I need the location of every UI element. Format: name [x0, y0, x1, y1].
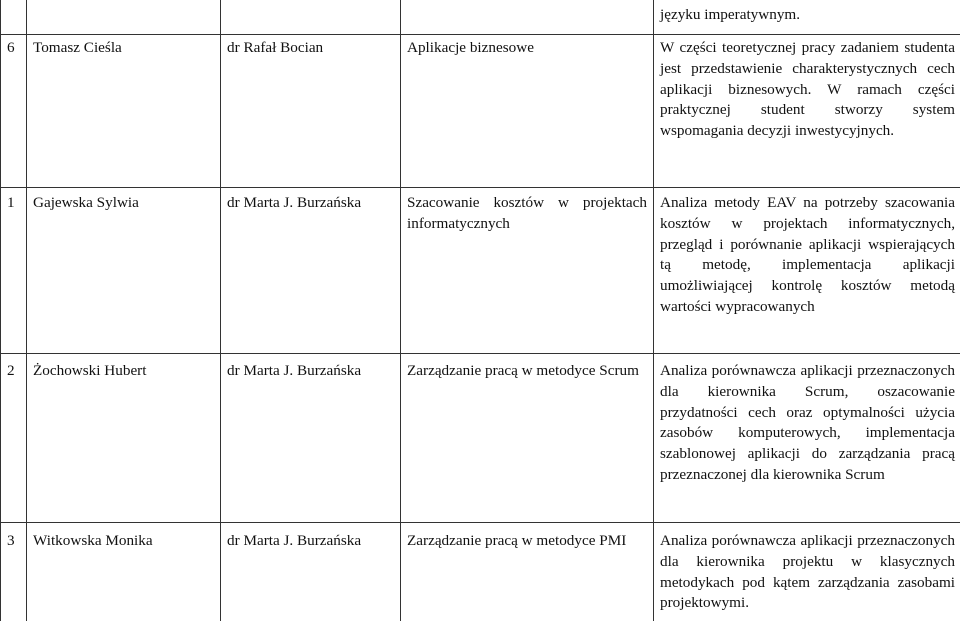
row-number: 2	[1, 354, 27, 523]
supervisor-name: dr Marta J. Burzańska	[221, 188, 401, 354]
student-name: Żochowski Hubert	[27, 354, 221, 523]
thesis-title	[401, 0, 654, 35]
table-row	[1, 354, 960, 523]
table-row	[1, 188, 960, 354]
supervisor-name: dr Marta J. Burzańska	[221, 354, 401, 523]
table-row	[1, 0, 960, 35]
thesis-title: Szacowanie kosztów w projektach informatycznych	[401, 188, 654, 354]
student-name	[27, 0, 221, 35]
supervisor-name: dr Marta J. Burzańska	[221, 523, 401, 621]
thesis-description: Analiza porównawcza aplikacji przeznaczonych dla kierownika projektu w klasycznych metodykach pod kątem zarządzania zasobami projektowymi.	[654, 523, 960, 621]
row-number: 1	[1, 188, 27, 354]
row-number: 6	[1, 35, 27, 188]
thesis-title: Aplikacje biznesowe	[401, 35, 654, 188]
table-row	[1, 35, 960, 188]
row-number: 3	[1, 523, 27, 621]
thesis-title: Zarządzanie pracą w metodyce Scrum	[401, 354, 654, 523]
thesis-description: W części teoretycznej pracy zadaniem studenta jest przedstawienie charakterystycznych cech aplikacji biznesowych. W ramach części praktycznej student stworzy system wspomagania decyzji inwestycyjnych.	[654, 35, 960, 188]
thesis-description: Analiza metody EAV na potrzeby szacowania kosztów w projektach informatycznych, przegląd i porównanie aplikacji wspierających tą metodę, implementacja aplikacji umożliwiającej kontrolę kosztów metodą wartości wypracowanych	[654, 188, 960, 354]
thesis-title: Zarządzanie pracą w metodyce PMI	[401, 523, 654, 621]
supervisor-name: dr Rafał Bocian	[221, 35, 401, 188]
student-name: Witkowska Monika	[27, 523, 221, 621]
row-number	[1, 0, 27, 35]
table-row	[1, 523, 960, 621]
supervisor-name	[221, 0, 401, 35]
student-name: Gajewska Sylwia	[27, 188, 221, 354]
student-name: Tomasz Cieśla	[27, 35, 221, 188]
thesis-description: Analiza porównawcza aplikacji przeznaczonych dla kierownika Scrum, oszacowanie przydatności cech oraz optymalności użycia zasobów komputerowych, implementacja szablonowej aplikacji do zarządzania pracą przeznaczonej dla kierownika Scrum	[654, 354, 960, 523]
thesis-description: języku imperatywnym.	[654, 0, 960, 35]
